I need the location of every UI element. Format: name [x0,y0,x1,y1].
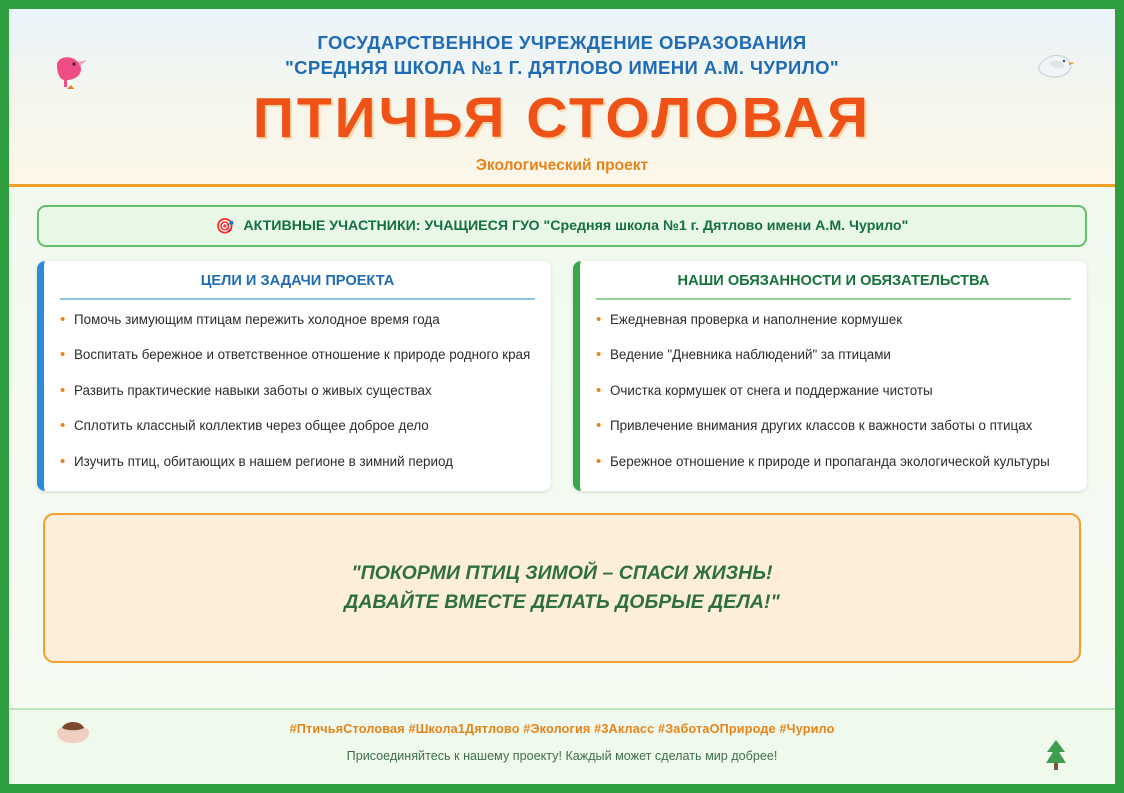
list-item: • Помочь зимующим птицам пережить холодное время года [60,310,535,329]
list-item: • Изучить птиц, обитающих в нашем регионе в зимний период [60,452,535,471]
goals-card-title: ЦЕЛИ И ЗАДАЧИ ПРОЕКТА [60,273,535,300]
target-icon: 🎯 [215,217,235,235]
content-columns [37,261,1087,491]
list-item: • Сплотить классный коллектив через общее доброе дело [60,416,535,435]
list-item: • Очистка кормушек от снега и поддержание чистоты [596,381,1071,400]
participants-banner [37,205,1087,247]
list-item: • Привлечение внимания других классов к важности заботы о птицах [596,416,1071,435]
page-subtitle: Экологический проект [475,156,649,174]
duties-list [596,310,1071,471]
page-title: ПТИЧЬЯ СТОЛОВАЯ [252,85,872,150]
slogan-line1: "ПОКОРМИ ПТИЦ ЗИМОЙ – СПАСИ ЖИЗНЬ! [351,561,773,584]
goals-list [60,310,535,471]
organization-title-line1: ГОСУДАРСТВЕННОЕ УЧРЕЖДЕНИЕ ОБРАЗОВАНИЯ [317,32,807,53]
duties-card-title: НАШИ ОБЯЗАННОСТИ И ОБЯЗАТЕЛЬСТВА [596,273,1071,300]
list-item: • Развить практические навыки заботы о живых существах [60,381,535,400]
footer-note: Присоединяйтесь к нашему проекту! Каждый может сделать мир добрее! [346,749,778,763]
list-item: • Бережное отношение к природе и пропаганда экологической культуры [596,452,1071,471]
organization-title [9,31,1115,81]
tree-icon [1041,738,1071,772]
dove-icon [1033,45,1077,87]
poster-header [9,9,1115,187]
organization-title-line2: "СРЕДНЯЯ ШКОЛА №1 Г. ДЯТЛОВО ИМЕНИ А.М. ЧУРИЛО" [284,56,840,78]
bird-icon [47,51,91,91]
list-item: • Ведение "Дневника наблюдений" за птицами [596,345,1071,364]
list-item: • Воспитать бережное и ответственное отношение к природе родного края [60,345,535,364]
duties-card [573,261,1087,491]
slogan-line2: ДАВАЙТЕ ВМЕСТЕ ДЕЛАТЬ ДОБРЫЕ ДЕЛА!" [344,591,780,614]
participants-text: АКТИВНЫЕ УЧАСТНИКИ: УЧАЩИЕСЯ ГУО "Средняя школа №1 г. Дятлово имени А.М. Чурило" [243,218,909,234]
goals-card [37,261,551,491]
list-item: • Ежедневная проверка и наполнение кормушек [596,310,1071,329]
poster-footer [9,708,1115,784]
slogan-text [344,559,779,618]
nest-icon [53,714,93,744]
slogan-box [43,513,1081,663]
hashtags: #ПтичьяСтоловая #Школа1Дятлово #Экология #3Акласс #ЗаботаОПрироде #Чурило [289,722,835,736]
